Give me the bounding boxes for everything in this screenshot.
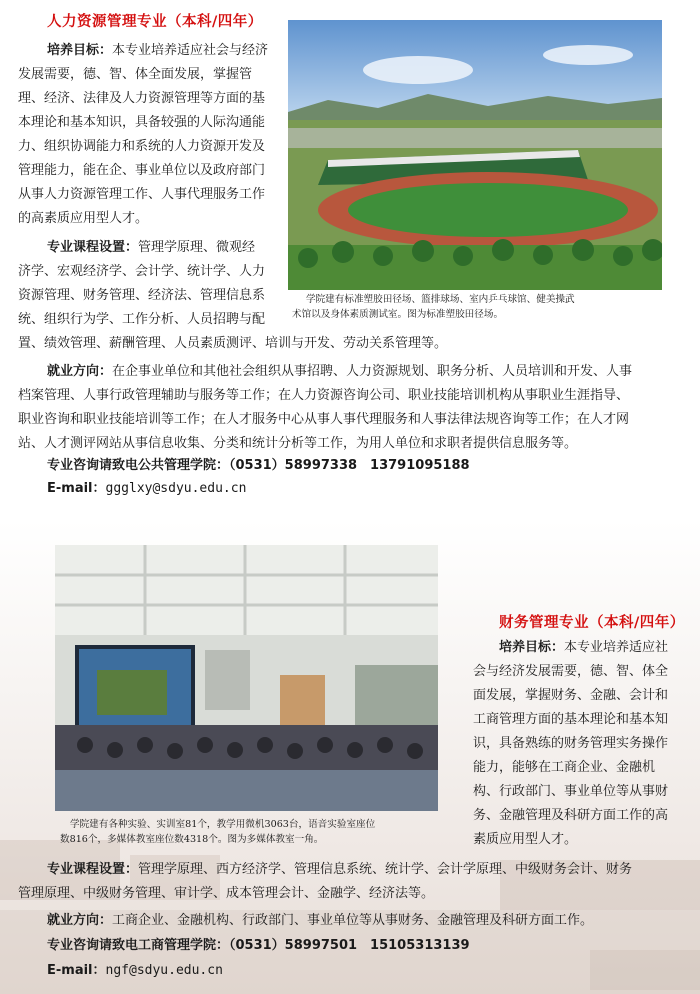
finance-goal-text: 本专业培养适应社 [564,640,669,655]
hr-course-line-3: 统、组织行为学、工作分析、人员招聘与配 [18,312,266,327]
hr-goal-line-1: 发展需要，德、智、体全面发展，掌握管 [18,67,253,82]
finance-goal-line-4: 识，具备熟练的财务管理实务操作 [473,736,669,751]
hr-contact: 专业咨询请致电公共管理学院：（0531）58997338 13791095188 [47,458,470,473]
finance-goal-line-2: 面发展，掌握财务、金融、会计和 [473,688,669,703]
hr-course-line-4: 置、绩效管理、薪酬管理、人员素质测评、培训与开发、劳动关系管理等。 [18,336,448,351]
finance-goal-line-6: 构、行政部门、事业单位等从事财 [473,784,669,799]
hr-career-line-1: 档案管理、人事行政管理辅助与服务等工作；在人力资源咨询公司、职业技能培训机构从事职业生涯指导、 [18,388,630,403]
hr-goal-line-7: 的高素质应用型人才。 [18,211,149,226]
classroom-caption-line-0: 学院建有各种实验、实训室81个，教学用微机3063台，语音实验室座位 [70,819,376,830]
hr-career-line-2: 职业咨询和职业技能培训等工作；在人才服务中心从事人事代理服务和人事法律法规咨询等工作；在人才网 [18,412,630,427]
finance-career-label: 就业方向： [47,913,113,928]
hr-goal-line-6: 从事人力资源管理工作、人事代理服务工作 [18,187,266,202]
finance-course-line-0 [47,859,632,881]
hr-goal-line-3: 本理论和基本知识，具备较强的人际沟通能 [18,115,266,130]
hr-course-line-1: 济学、宏观经济学、会计学、统计学、人力 [18,264,266,279]
hr-course-line-2: 资源管理、财务管理、经济法、管理信息系 [18,288,266,303]
finance-goal-line-0 [499,637,668,659]
finance-goal-line-3: 工商管理方面的基本理论和基本知 [473,712,669,727]
hr-goal-line-4: 力、组织协调能力和系统的人力资源开发及 [18,139,266,154]
hr-major-title: 人力资源管理专业（本科/四年） [47,14,263,30]
finance-career-line [47,910,593,932]
hr-course-label: 专业课程设置： [47,240,139,255]
hr-email-row [47,478,246,500]
finance-email-label: E-mail： [47,963,106,978]
hr-course-line-0 [47,237,255,259]
hr-email-label: E-mail： [47,481,106,496]
stadium-caption-line-1: 术馆以及身体素质测试室。图为标准塑胶田径场。 [292,309,504,320]
hr-career-text: 在企事业单位和其他社会组织从事招聘、人力资源规划、职务分析、人员培训和开发、人事 [112,364,633,379]
classroom-caption-line-1: 数816个，多媒体教室座位数4318个。图为多媒体教室一角。 [60,834,324,845]
hr-career-label: 就业方向： [47,364,113,379]
finance-goal-label: 培养目标： [499,640,565,655]
hr-goal-line-0 [47,40,268,62]
finance-goal-line-7: 务、金融管理及科研方面工作的高 [473,808,669,823]
finance-email-row [47,960,223,982]
classroom-photo [55,545,438,811]
finance-course-label: 专业课程设置： [47,862,139,877]
hr-goal-label: 培养目标： [47,43,113,58]
stadium-caption-line-0: 学院建有标准塑胶田径场、篮排球场、室内乒乓球馆、健美操武 [306,294,575,305]
finance-goal-line-1: 会与经济发展需要，德、智、体全 [473,664,669,679]
finance-goal-line-8: 素质应用型人才。 [473,832,578,847]
finance-major-title: 财务管理专业（本科/四年） [499,615,685,631]
stadium-photo [288,20,662,290]
hr-course-text: 管理学原理、微观经 [138,240,256,255]
finance-course-line-1: 管理原理、中级财务管理、审计学、成本管理会计、金融学、经济法等。 [18,886,435,901]
finance-goal-line-5: 能力，能够在工商企业、金融机 [473,760,656,775]
finance-email-link[interactable]: ngf@sdyu.edu.cn [105,963,223,978]
hr-goal-text: 本专业培养适应社会与经济 [112,43,269,58]
hr-career-line-3: 站、人才测评网站从事信息收集、分类和统计分析等工作，为用人单位和求职者提供信息服务等。 [18,436,578,451]
hr-career-line-0 [47,361,632,383]
hr-goal-line-5: 管理能力，能在企、事业单位以及政府部门 [18,163,266,178]
hr-goal-line-2: 理、经济、法律及人力资源管理等方面的基 [18,91,266,106]
hr-email-link[interactable]: ggglxy@sdyu.edu.cn [105,481,247,496]
finance-contact: 专业咨询请致电工商管理学院：（0531）58997501 15105313139 [47,938,470,953]
finance-career-text: 工商企业、金融机构、行政部门、事业单位等从事财务、金融管理及科研方面工作。 [112,913,594,928]
finance-course-text: 管理学原理、西方经济学、管理信息系统、统计学、会计学原理、中级财务会计、财务 [138,862,633,877]
